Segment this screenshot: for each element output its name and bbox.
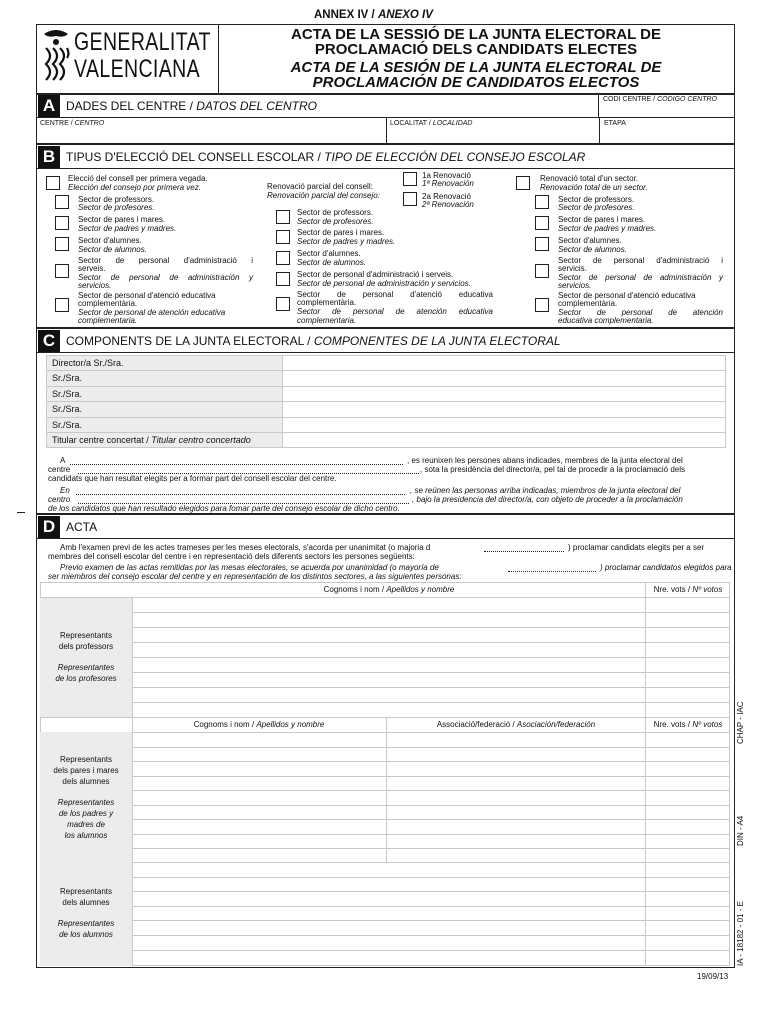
director-label: Director/a Sr./Sra.: [52, 358, 124, 368]
label-divider: [132, 717, 133, 966]
va-line2: , sota la presidència del director/a, pel tal de procedir a la proclamació dels: [420, 465, 686, 474]
d-nre-header-2: Nre. vots / Nº votos: [653, 720, 723, 729]
col1-professors-checkbox[interactable]: [55, 195, 69, 209]
alumnes-row-line: [132, 920, 730, 921]
professors-label-es-2: de los profesores: [55, 674, 117, 683]
renovacio-1-label-es: 1ª Renovación: [422, 179, 474, 188]
acta-table: [40, 582, 730, 966]
renovacio-2-label-es: 2ª Renovación: [422, 200, 474, 209]
professors-label-1: Representants: [59, 631, 113, 640]
annex-label: ANNEX IV / ANEXO IV: [314, 9, 433, 21]
header-divider: [218, 24, 219, 94]
col2-pares-label-es: Sector de padres y madres.: [297, 237, 396, 246]
member-2-label: Sr./Sra.: [52, 389, 83, 399]
etapa-field[interactable]: [604, 128, 732, 142]
mayoria-field[interactable]: [508, 571, 596, 572]
col2-alumnes-checkbox[interactable]: [276, 251, 290, 265]
col3-admin-label-es-2: servicios.: [558, 281, 592, 290]
components-row-line: [46, 401, 726, 402]
col2-atencio-label-es: Sector de personal de atención educativa: [297, 307, 493, 316]
d-nre-header: Nre. vots / Nº votos: [653, 585, 723, 594]
section-d-title: ACTA: [66, 520, 98, 534]
pares-label-es-2: de los padres y: [58, 809, 114, 818]
col3-atencio-label-es-2: educativa complementaria.: [558, 316, 654, 325]
pares-label-es-1: Representantes: [57, 798, 115, 807]
pares-row-line: [132, 761, 730, 762]
alumnes-row-line: [132, 877, 730, 878]
pares-label-bg: [40, 732, 132, 862]
pares-header-line: [40, 732, 730, 733]
col2-professors-checkbox[interactable]: [276, 210, 290, 224]
form-date: 19/09/13: [697, 972, 729, 981]
col2-alumnes-label-es: Sector de alumnos.: [297, 258, 366, 267]
es-line2: , bajo la presidencia del director/a, con objeto de proceder a la proclamación: [412, 495, 683, 504]
es-line3: de los candidatos que han resultado elegidos para fomar parte del consejo escolar de dicho centro.: [48, 504, 400, 513]
col1-admin-label: Sector de personal d'administració i: [78, 256, 253, 265]
d-es-line1a: Previo examen de las actas remitidas por las mesas electorales, se acuerda por unanimidad (o mayoría de: [60, 563, 439, 572]
total-renewal-checkbox[interactable]: [516, 176, 530, 190]
title-va-line1: ACTA DE LA SESSIÓ DE LA JUNTA ELECTORAL DE: [290, 26, 662, 43]
col2-atencio-label-es-2: complementaria.: [297, 316, 357, 325]
col1-head: Elecció del consell per primera vegada.: [68, 174, 208, 183]
alumnes-row-line: [132, 935, 730, 936]
professor-row-line: [132, 702, 730, 703]
col1-professors-label-es: Sector de profesores.: [78, 203, 155, 212]
professors-votes-divider: [645, 582, 646, 717]
b-divider: [36, 168, 735, 169]
logo-line1: GENERALITAT: [74, 28, 211, 56]
section-b-title: TIPUS D'ELECCIÓ DEL CONSELL ESCOLAR / TIPO DE ELECCIÓN DEL CONSEJO ESCOLAR: [66, 150, 586, 164]
c-divider: [36, 352, 735, 353]
localitat-label: LOCALITAT / LOCALIDAD: [390, 120, 473, 127]
col2-admin-checkbox[interactable]: [276, 272, 290, 286]
alumnes-label-es-2: de los alumnos: [59, 930, 113, 939]
alumnes-row-line: [132, 950, 730, 951]
col3-pares-checkbox[interactable]: [535, 216, 549, 230]
col2-admin-label-es: Sector de personal de administración y servicios.: [297, 279, 471, 288]
va-line3: candidats que han resultat elegits per a formar part del consell escolar del centre.: [48, 474, 337, 483]
pares-row-line: [132, 747, 730, 748]
centre-label: CENTRE / CENTRO: [40, 120, 105, 127]
col2-pares-label: Sector de pares i mares.: [297, 228, 385, 237]
renovacio-2-label: 2a Renovació: [422, 192, 471, 201]
generalitat-shield-icon: [40, 28, 72, 86]
col1-atencio-label: Sector de personal d'atenció educativa: [78, 291, 216, 300]
a-divider-3: [599, 117, 600, 144]
col1-alumnes-label: Sector d'alumnes.: [78, 236, 142, 245]
alumnes-row-line: [132, 906, 730, 907]
col3-pares-label: Sector de pares i mares.: [558, 215, 646, 224]
d-va-line1b: ) proclamar candidats elegits per a ser: [568, 543, 705, 552]
logo-line2: VALENCIANA: [74, 55, 200, 83]
pares-label-3: dels alumnes: [62, 777, 110, 786]
components-row-line: [46, 432, 726, 433]
col2-atencio-label-2: complementària.: [297, 298, 357, 307]
title-va-line2: PROCLAMACIÓ DELS CANDIDATS ELECTES: [314, 41, 638, 58]
col3-admin-label-es: Sector de personal de administración y: [558, 273, 723, 282]
alumnes-label-2: dels alumnes: [62, 898, 110, 907]
col1-admin-label-2: serveis.: [78, 264, 106, 273]
majoria-field[interactable]: [484, 551, 564, 552]
margin-mark: [17, 512, 25, 513]
professors-label-es-1: Representantes: [57, 663, 115, 672]
professor-row-line: [132, 657, 730, 658]
renovacio-2-checkbox[interactable]: [403, 192, 417, 206]
alumnes-label-bg: [40, 862, 132, 966]
col3-professors-label-es: Sector de profesores.: [558, 203, 635, 212]
section-b-letter: B: [38, 146, 60, 168]
pares-label-es-3: madres de: [67, 820, 105, 829]
d-divider: [36, 538, 735, 539]
member-3-label: Sr./Sra.: [52, 404, 83, 414]
centre-field[interactable]: [40, 128, 384, 142]
section-a-title: DADES DEL CENTRE / DATOS DEL CENTRO: [66, 99, 317, 113]
codi-divider: [598, 94, 599, 117]
professors-label-bg: [40, 597, 132, 717]
es-en-label: En: [60, 486, 70, 495]
professor-row-line: [132, 627, 730, 628]
pares-row-line: [132, 776, 730, 777]
col3-alumnes-label: Sector d'alumnes.: [558, 236, 622, 245]
professors-label-2: dels professors: [58, 642, 114, 651]
alumnes-label-es-1: Representantes: [57, 919, 115, 928]
col2-atencio-checkbox[interactable]: [276, 297, 290, 311]
pares-row-line: [132, 848, 730, 849]
col3-pares-label-es: Sector de padres y madres.: [558, 224, 657, 233]
col2-admin-label: Sector de personal d'administració i serveis.: [297, 270, 454, 279]
col2-atencio-label: Sector de personal d'atenció educativa: [297, 290, 493, 299]
col1-admin-checkbox[interactable]: [55, 264, 69, 278]
es-place-field[interactable]: [76, 494, 405, 495]
col1-admin-label-es: Sector de personal de administración y: [78, 273, 253, 282]
col1-alumnes-label-es: Sector de alumnos.: [78, 245, 147, 254]
d-cognoms-header-2: Cognoms i nom / Apellidos y nombre: [193, 720, 325, 729]
alumnes-label-1: Representants: [59, 887, 113, 896]
va-place-field[interactable]: [70, 464, 403, 465]
col1-atencio-label-es-2: complementaria.: [78, 316, 138, 325]
pares-label-2: dels pares i mares: [53, 766, 119, 775]
localitat-field[interactable]: [390, 128, 596, 142]
d-assoc-header: Associació/federació / Asociación/federación: [436, 720, 596, 729]
member-1-field[interactable]: [284, 372, 724, 385]
col2-alumnes-label: Sector d'alumnes.: [297, 249, 361, 258]
col3-professors-checkbox[interactable]: [535, 195, 549, 209]
col3-atencio-label-es: Sector de personal de atención: [558, 308, 723, 317]
col3-atencio-label: Sector de personal d'atenció educativa: [558, 291, 696, 300]
d-cognoms-header: Cognoms i nom / Apellidos y nombre: [323, 585, 455, 594]
col3-atencio-label-2: complementària.: [558, 299, 618, 308]
col3-alumnes-label-es: Sector de alumnos.: [558, 245, 627, 254]
col2-professors-label: Sector de professors.: [297, 208, 374, 217]
pares-label-es-4: los alumnos: [64, 831, 108, 840]
col1-atencio-checkbox[interactable]: [55, 298, 69, 312]
col1-pares-label-es: Sector de padres y madres.: [78, 224, 177, 233]
member-3-field[interactable]: [284, 403, 724, 416]
pares-row-line: [132, 819, 730, 820]
renovacio-1-label: 1a Renovació: [422, 171, 471, 180]
d-va-line1a: Amb l'examen previ de les actes trameses per les meses electorals, s'acorda per unanimitat (o majoria d: [60, 543, 431, 552]
title-es-line2: PROCLAMACIÓN DE CANDIDATOS ELECTOS: [312, 74, 640, 91]
votes-divider: [645, 717, 646, 966]
pares-label-1: Representants: [59, 755, 113, 764]
col3-admin-label: Sector de personal d'administració i: [558, 256, 723, 265]
col3-professors-label: Sector de professors.: [558, 195, 635, 204]
col2-head: Renovació parcial del consell:: [267, 182, 373, 191]
professor-row-line: [132, 642, 730, 643]
codi-centre-label: CODI CENTRE / CÓDIGO CENTRO: [603, 96, 717, 103]
pares-row-line: [132, 805, 730, 806]
col1-pares-checkbox[interactable]: [55, 216, 69, 230]
col3-admin-checkbox[interactable]: [535, 264, 549, 278]
professor-row-line: [132, 612, 730, 613]
titular-field[interactable]: [284, 434, 724, 447]
professor-row-line: [132, 672, 730, 673]
d-es-line1b: ) proclamar candidatos elegidos para: [600, 563, 732, 572]
etapa-label: ETAPA: [604, 120, 626, 127]
professor-row-line: [132, 687, 730, 688]
section-c-title: COMPONENTS DE LA JUNTA ELECTORAL / COMPONENTES DE LA JUNTA ELECTORAL: [66, 334, 561, 348]
professors-bottom-line: [40, 717, 730, 718]
alumnes-row-line: [132, 891, 730, 892]
col1-head-es: Elección del consejo por primera vez.: [68, 183, 201, 192]
col2-pares-checkbox[interactable]: [276, 230, 290, 244]
member-4-label: Sr./Sra.: [52, 420, 83, 430]
col3-alumnes-checkbox[interactable]: [535, 237, 549, 251]
col3-admin-label-2: servicis.: [558, 264, 587, 273]
d-es-line2: ser miembros del consejo escolar del centre y en representación de los distintos sectores, a las siguientes personas:: [48, 572, 462, 581]
col1-professors-label: Sector de professors.: [78, 195, 155, 204]
col2-professors-label-es: Sector de profesores.: [297, 217, 374, 226]
titular-label: Titular centre concertat / Titular centro concertado: [52, 435, 251, 445]
d-va-line2: membres del consell escolar del centre i en representació dels diferents sectors les persones següents:: [48, 552, 415, 561]
section-d-letter: D: [38, 516, 60, 538]
es-centro-label: centro: [48, 495, 71, 504]
director-field[interactable]: [284, 356, 724, 369]
section-c-letter: C: [38, 330, 60, 352]
member-1-label: Sr./Sra.: [52, 373, 83, 383]
components-row-line: [46, 370, 726, 371]
es-line1: , se reúnen las personas arriba indicadas, miembros de la junta electoral del: [410, 486, 681, 495]
member-2-field[interactable]: [284, 387, 724, 400]
a-divider-2: [386, 117, 387, 144]
side-code: IA - 18182 - 01 - E: [736, 901, 745, 966]
side-chap: CHAP - IAC: [736, 701, 745, 744]
pares-row-line: [132, 834, 730, 835]
pares-row-line: [132, 790, 730, 791]
col1-alumnes-checkbox[interactable]: [55, 237, 69, 251]
pares-bottom-line: [40, 862, 730, 863]
va-line1: , es reunixen les persones abans indicades, membres de la junta electoral del: [407, 456, 683, 465]
col1-atencio-label-es: Sector de personal de atención educativa: [78, 308, 226, 317]
col1-admin-label-es-2: servicios.: [78, 281, 112, 290]
section-a-letter: A: [38, 95, 60, 117]
col1-pares-label: Sector de pares i mares.: [78, 215, 166, 224]
side-din: DIN - A4: [736, 815, 745, 846]
col3-head-es: Renovación total de un sector.: [540, 183, 648, 192]
col3-head: Renovació total d'un sector.: [540, 174, 639, 183]
col3-atencio-checkbox[interactable]: [535, 298, 549, 312]
renovacio-1-checkbox[interactable]: [403, 172, 417, 186]
professors-header-line: [40, 597, 730, 598]
col1-atencio-label-2: complementària.: [78, 299, 138, 308]
member-4-field[interactable]: [284, 418, 724, 431]
va-centre-label: centre: [48, 465, 71, 474]
va-a-label: A: [60, 456, 66, 465]
title-es-line1: ACTA DE LA SESIÓN DE LA JUNTA ELECTORAL DE: [290, 59, 662, 76]
col2-head-es: Renovación parcial del consejo:: [267, 191, 380, 200]
first-election-checkbox[interactable]: [46, 176, 60, 190]
